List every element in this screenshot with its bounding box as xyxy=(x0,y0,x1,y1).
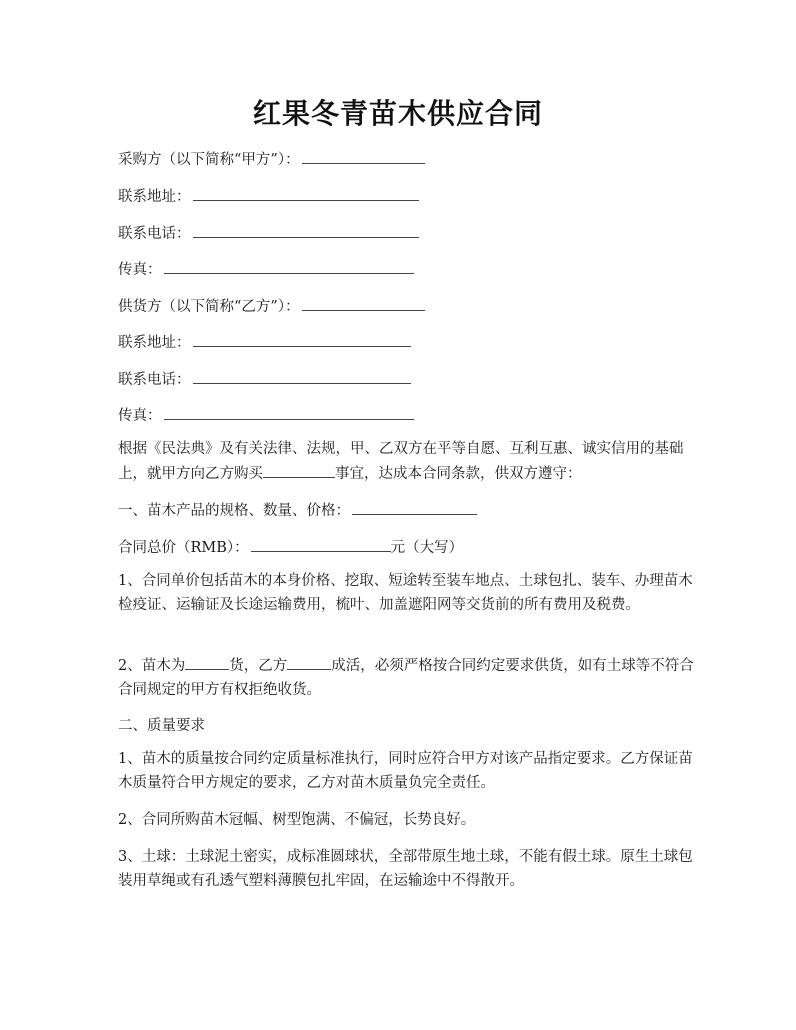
item2-text-a: 2、苗木为 xyxy=(118,658,186,674)
section2-item3: 3、土球：土球泥土密实，成标准圆球状，全部带原生地土球，不能有假土球。原生土球包装用草绳或有孔透气塑料薄膜包扎牢固，在运输途中不得散开。 xyxy=(118,849,693,889)
total-price-suffix: 元（大写） xyxy=(390,540,464,556)
party-a-fax-label: 传真： xyxy=(118,262,162,278)
party-b-address-line xyxy=(118,331,411,354)
total-price-line xyxy=(118,536,463,559)
total-price-label: 合同总价（RMB）： xyxy=(118,540,249,556)
total-price-blank[interactable] xyxy=(251,536,391,552)
party-a-phone-blank[interactable] xyxy=(193,222,419,238)
party-a-label: 采购方（以下简称“甲方”）： xyxy=(118,152,300,168)
party-b-line xyxy=(118,295,425,318)
party-b-phone-blank[interactable] xyxy=(193,368,411,384)
party-a-phone-line xyxy=(118,222,419,245)
section1-heading-line xyxy=(118,499,477,522)
party-b-phone-line xyxy=(118,368,411,391)
party-b-address-blank[interactable] xyxy=(193,331,411,347)
preamble-paragraph xyxy=(118,438,698,486)
preamble-text-2: 事宜，达成本合同条款，供双方遵守： xyxy=(335,465,582,482)
party-a-fax-blank[interactable] xyxy=(164,258,414,274)
survival-blank[interactable] xyxy=(287,654,331,670)
item2-text-c: 成活，必须严格按合同约定要求供货，如有土球等不符合合同规定的甲方有权拒绝收货。 xyxy=(118,658,694,698)
section1-item1: 1、合同单价包括苗木的本身价格、挖取、短途转至装车地点、土球包扎、装车、办理苗木检疫证、运输证及长途运输费用，梳叶、加盖遮阳网等交货前的所有费用及税费。 xyxy=(118,573,693,613)
spec-blank[interactable] xyxy=(352,499,477,515)
section2-item2: 2、合同所购苗木冠幅、树型饱满、不偏冠，长势良好。 xyxy=(118,812,476,828)
party-a-address-blank[interactable] xyxy=(193,185,419,201)
party-b-phone-label: 联系电话： xyxy=(118,372,191,388)
party-a-phone-label: 联系电话： xyxy=(118,226,191,242)
section1-heading: 一、苗木产品的规格、数量、价格： xyxy=(118,503,350,519)
party-b-fax-label: 传真： xyxy=(118,408,162,424)
document-title: 红果冬青苗木供应合同 xyxy=(252,97,543,130)
party-a-address-line xyxy=(118,185,419,208)
goods-type-blank[interactable] xyxy=(185,654,229,670)
party-b-address-label: 联系地址： xyxy=(118,335,191,351)
party-b-fax-blank[interactable] xyxy=(164,404,414,420)
item2-text-b: 货，乙方 xyxy=(229,658,288,674)
section2-item1: 1、苗木的质量按合同约定质量标准执行，同时应符合甲方对该产品指定要求。乙方保证苗木质量符合甲方规定的要求，乙方对苗木质量负完全责任。 xyxy=(118,751,693,791)
party-b-blank[interactable] xyxy=(302,295,425,311)
party-a-fax-line xyxy=(118,258,414,281)
party-b-fax-line xyxy=(118,404,414,427)
purchase-item-blank[interactable] xyxy=(263,462,335,478)
party-b-label: 供货方（以下简称“乙方”）： xyxy=(118,299,300,315)
section2-heading: 二、质量要求 xyxy=(118,718,205,734)
preamble-text-1: 根据《民法典》及有关法律、法规，甲、乙双方在平等自愿、互利互惠、诚实信用的基础上，就甲方向乙方购买 xyxy=(118,441,684,482)
section1-item2 xyxy=(118,654,698,702)
party-a-blank[interactable] xyxy=(302,148,425,164)
party-a-line xyxy=(118,148,425,171)
party-a-address-label: 联系地址： xyxy=(118,189,191,205)
